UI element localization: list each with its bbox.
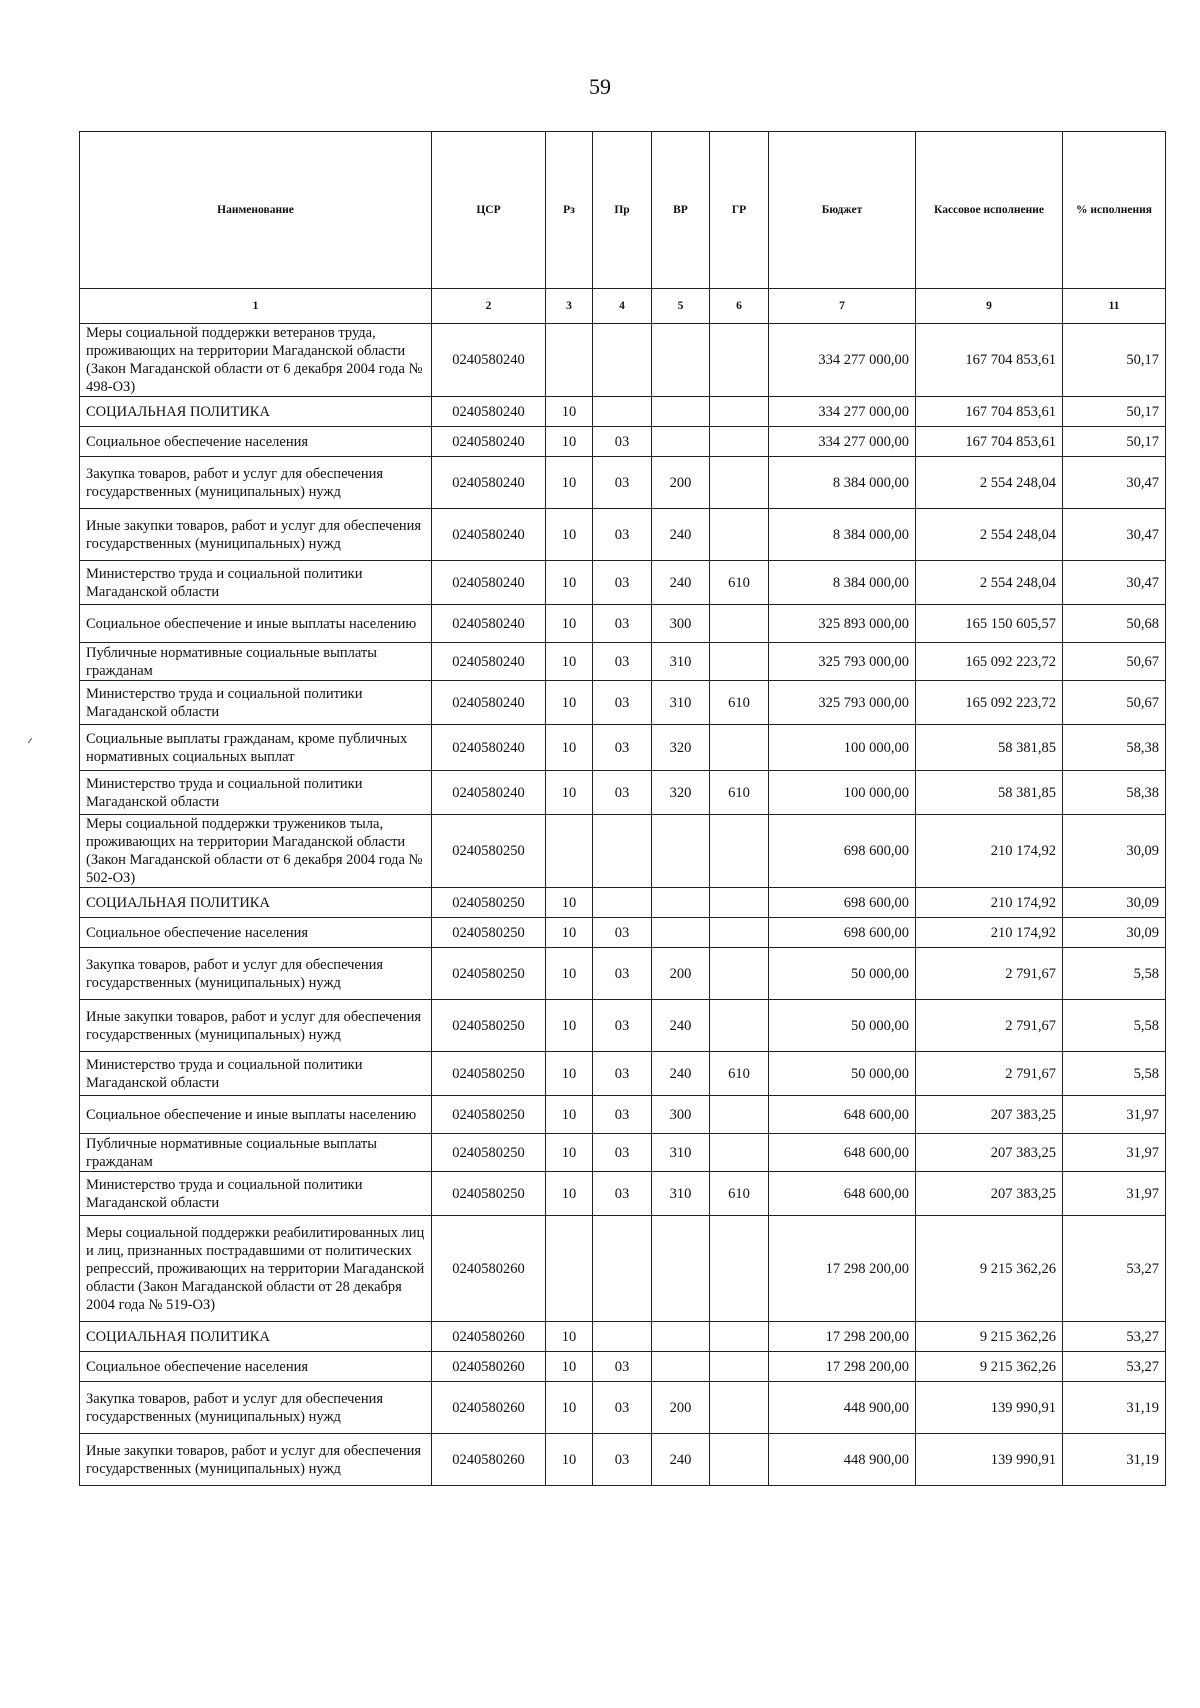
row-budget: 17 298 200,00 <box>769 1322 916 1352</box>
row-budget: 17 298 200,00 <box>769 1352 916 1382</box>
row-budget: 8 384 000,00 <box>769 457 916 509</box>
header-name: Наименование <box>80 132 432 289</box>
row-cash-execution: 167 704 853,61 <box>916 324 1063 397</box>
row-rz: 10 <box>546 1382 593 1434</box>
table-row <box>80 918 1166 948</box>
row-budget: 17 298 200,00 <box>769 1216 916 1322</box>
row-vr: 310 <box>652 1172 710 1216</box>
row-csr: 0240580250 <box>432 918 546 948</box>
row-budget: 325 893 000,00 <box>769 605 916 643</box>
row-csr: 0240580250 <box>432 1096 546 1134</box>
row-percent-execution: 50,68 <box>1063 605 1166 643</box>
row-csr: 0240580240 <box>432 427 546 457</box>
row-pr <box>593 1322 652 1352</box>
row-rz: 10 <box>546 605 593 643</box>
row-gr: 610 <box>710 681 769 725</box>
row-gr <box>710 815 769 888</box>
row-pr: 03 <box>593 561 652 605</box>
row-name: Публичные нормативные социальные выплаты гражданам <box>80 1134 432 1172</box>
row-percent-execution: 30,09 <box>1063 888 1166 918</box>
header-percent-execution: % исполнения <box>1063 132 1166 289</box>
row-csr: 0240580250 <box>432 1172 546 1216</box>
row-vr: 320 <box>652 771 710 815</box>
row-vr: 200 <box>652 948 710 1000</box>
row-csr: 0240580240 <box>432 643 546 681</box>
row-pr: 03 <box>593 948 652 1000</box>
row-gr <box>710 324 769 397</box>
row-rz: 10 <box>546 1000 593 1052</box>
row-percent-execution: 5,58 <box>1063 1000 1166 1052</box>
row-gr <box>710 1322 769 1352</box>
row-gr <box>710 1382 769 1434</box>
row-percent-execution: 58,38 <box>1063 771 1166 815</box>
row-budget: 648 600,00 <box>769 1096 916 1134</box>
row-name: Иные закупки товаров, работ и услуг для обеспечения государственных (муниципальных) нужд <box>80 1000 432 1052</box>
row-csr: 0240580250 <box>432 888 546 918</box>
row-percent-execution: 50,17 <box>1063 397 1166 427</box>
row-percent-execution: 30,09 <box>1063 815 1166 888</box>
row-csr: 0240580240 <box>432 725 546 771</box>
row-cash-execution: 58 381,85 <box>916 725 1063 771</box>
row-budget: 334 277 000,00 <box>769 324 916 397</box>
row-cash-execution: 207 383,25 <box>916 1172 1063 1216</box>
row-cash-execution: 210 174,92 <box>916 888 1063 918</box>
row-budget: 8 384 000,00 <box>769 561 916 605</box>
row-cash-execution: 210 174,92 <box>916 815 1063 888</box>
row-name: Меры социальной поддержки реабилитированных лиц и лиц, признанных пострадавшими от политических репрессий, проживающих на территории Магаданской области (Закон Магаданской области от 28 декабря 2004 года № 519-ОЗ) <box>80 1216 432 1322</box>
row-budget: 325 793 000,00 <box>769 681 916 725</box>
row-name: Министерство труда и социальной политики Магаданской области <box>80 681 432 725</box>
table-row <box>80 948 1166 1000</box>
table-row <box>80 1352 1166 1382</box>
row-gr: 610 <box>710 1052 769 1096</box>
column-number-row <box>80 289 1166 324</box>
table-row <box>80 1382 1166 1434</box>
row-pr: 03 <box>593 643 652 681</box>
row-rz: 10 <box>546 1134 593 1172</box>
row-name: Социальное обеспечение населения <box>80 918 432 948</box>
row-name: Министерство труда и социальной политики Магаданской области <box>80 561 432 605</box>
row-pr: 03 <box>593 1096 652 1134</box>
row-name: Меры социальной поддержки ветеранов труда, проживающих на территории Магаданской области (Закон Магаданской области от 6 декабря 2004 года № 498-ОЗ) <box>80 324 432 397</box>
table-row <box>80 1216 1166 1322</box>
row-budget: 448 900,00 <box>769 1434 916 1486</box>
row-pr: 03 <box>593 1352 652 1382</box>
row-budget: 448 900,00 <box>769 1382 916 1434</box>
row-gr <box>710 509 769 561</box>
row-vr <box>652 1352 710 1382</box>
header-gr: ГР <box>710 132 769 289</box>
row-budget: 50 000,00 <box>769 1052 916 1096</box>
column-number: 9 <box>916 289 1063 324</box>
row-rz: 10 <box>546 1434 593 1486</box>
row-cash-execution: 165 092 223,72 <box>916 681 1063 725</box>
row-name: Закупка товаров, работ и услуг для обеспечения государственных (муниципальных) нужд <box>80 948 432 1000</box>
row-rz: 10 <box>546 561 593 605</box>
row-pr <box>593 397 652 427</box>
row-csr: 0240580240 <box>432 509 546 561</box>
row-name: Социальное обеспечение и иные выплаты населению <box>80 605 432 643</box>
row-rz <box>546 815 593 888</box>
row-gr <box>710 1096 769 1134</box>
row-csr: 0240580250 <box>432 948 546 1000</box>
table-row <box>80 324 1166 397</box>
column-number: 7 <box>769 289 916 324</box>
row-percent-execution: 31,97 <box>1063 1096 1166 1134</box>
table-row <box>80 771 1166 815</box>
table-row <box>80 1434 1166 1486</box>
row-name: Министерство труда и социальной политики Магаданской области <box>80 1172 432 1216</box>
row-gr <box>710 1434 769 1486</box>
row-rz: 10 <box>546 948 593 1000</box>
row-percent-execution: 50,67 <box>1063 643 1166 681</box>
row-name: Закупка товаров, работ и услуг для обеспечения государственных (муниципальных) нужд <box>80 1382 432 1434</box>
row-budget: 698 600,00 <box>769 888 916 918</box>
row-gr <box>710 1134 769 1172</box>
row-cash-execution: 167 704 853,61 <box>916 397 1063 427</box>
row-csr: 0240580260 <box>432 1322 546 1352</box>
row-budget: 50 000,00 <box>769 948 916 1000</box>
column-number: 4 <box>593 289 652 324</box>
row-rz: 10 <box>546 681 593 725</box>
row-pr: 03 <box>593 1172 652 1216</box>
row-budget: 648 600,00 <box>769 1172 916 1216</box>
row-gr: 610 <box>710 561 769 605</box>
row-pr: 03 <box>593 1134 652 1172</box>
row-cash-execution: 9 215 362,26 <box>916 1322 1063 1352</box>
row-cash-execution: 139 990,91 <box>916 1434 1063 1486</box>
row-pr <box>593 1216 652 1322</box>
row-vr: 320 <box>652 725 710 771</box>
table-row <box>80 457 1166 509</box>
row-rz: 10 <box>546 1052 593 1096</box>
row-csr: 0240580250 <box>432 1052 546 1096</box>
row-rz: 10 <box>546 1172 593 1216</box>
row-rz: 10 <box>546 888 593 918</box>
row-rz: 10 <box>546 457 593 509</box>
row-vr: 240 <box>652 509 710 561</box>
row-vr: 300 <box>652 605 710 643</box>
row-name: Меры социальной поддержки тружеников тыла, проживающих на территории Магаданской области (Закон Магаданской области от 6 декабря 2004 года № 502-ОЗ) <box>80 815 432 888</box>
row-vr: 240 <box>652 561 710 605</box>
row-percent-execution: 31,19 <box>1063 1382 1166 1434</box>
table-row <box>80 725 1166 771</box>
row-name: Иные закупки товаров, работ и услуг для обеспечения государственных (муниципальных) нужд <box>80 1434 432 1486</box>
row-percent-execution: 31,97 <box>1063 1134 1166 1172</box>
row-name: Публичные нормативные социальные выплаты гражданам <box>80 643 432 681</box>
row-vr <box>652 918 710 948</box>
header-vr: ВР <box>652 132 710 289</box>
row-csr: 0240580250 <box>432 815 546 888</box>
row-rz: 10 <box>546 771 593 815</box>
row-vr: 310 <box>652 681 710 725</box>
row-cash-execution: 139 990,91 <box>916 1382 1063 1434</box>
table-row <box>80 643 1166 681</box>
row-budget: 8 384 000,00 <box>769 509 916 561</box>
row-csr: 0240580240 <box>432 681 546 725</box>
table-row <box>80 397 1166 427</box>
row-vr: 240 <box>652 1434 710 1486</box>
table-row <box>80 1096 1166 1134</box>
row-rz: 10 <box>546 643 593 681</box>
row-gr <box>710 948 769 1000</box>
row-budget: 648 600,00 <box>769 1134 916 1172</box>
row-vr: 240 <box>652 1000 710 1052</box>
row-budget: 100 000,00 <box>769 725 916 771</box>
row-cash-execution: 2 554 248,04 <box>916 561 1063 605</box>
row-cash-execution: 2 791,67 <box>916 948 1063 1000</box>
column-number: 3 <box>546 289 593 324</box>
row-name: Министерство труда и социальной политики Магаданской области <box>80 1052 432 1096</box>
table-row <box>80 427 1166 457</box>
row-percent-execution: 31,97 <box>1063 1172 1166 1216</box>
row-percent-execution: 5,58 <box>1063 1052 1166 1096</box>
table-row <box>80 1134 1166 1172</box>
row-percent-execution: 31,19 <box>1063 1434 1166 1486</box>
row-gr: 610 <box>710 771 769 815</box>
table-header <box>80 132 1166 324</box>
row-cash-execution: 2 791,67 <box>916 1052 1063 1096</box>
row-name: Социальное обеспечение населения <box>80 1352 432 1382</box>
table-row <box>80 1172 1166 1216</box>
row-budget: 698 600,00 <box>769 918 916 948</box>
row-name: СОЦИАЛЬНАЯ ПОЛИТИКА <box>80 888 432 918</box>
row-cash-execution: 2 554 248,04 <box>916 509 1063 561</box>
row-vr: 200 <box>652 457 710 509</box>
row-csr: 0240580260 <box>432 1434 546 1486</box>
row-cash-execution: 210 174,92 <box>916 918 1063 948</box>
row-vr: 200 <box>652 1382 710 1434</box>
row-rz <box>546 1216 593 1322</box>
row-cash-execution: 9 215 362,26 <box>916 1216 1063 1322</box>
budget-table <box>79 131 1166 1486</box>
row-pr: 03 <box>593 771 652 815</box>
table-row <box>80 509 1166 561</box>
row-budget: 325 793 000,00 <box>769 643 916 681</box>
row-percent-execution: 50,67 <box>1063 681 1166 725</box>
row-vr <box>652 888 710 918</box>
table-row <box>80 1052 1166 1096</box>
row-budget: 334 277 000,00 <box>769 427 916 457</box>
row-rz: 10 <box>546 725 593 771</box>
row-cash-execution: 58 381,85 <box>916 771 1063 815</box>
row-vr: 300 <box>652 1096 710 1134</box>
row-pr: 03 <box>593 1052 652 1096</box>
row-cash-execution: 207 383,25 <box>916 1096 1063 1134</box>
row-pr: 03 <box>593 918 652 948</box>
row-rz <box>546 324 593 397</box>
row-gr <box>710 397 769 427</box>
row-rz: 10 <box>546 1352 593 1382</box>
row-gr <box>710 1352 769 1382</box>
table-row <box>80 1000 1166 1052</box>
row-percent-execution: 30,09 <box>1063 918 1166 948</box>
row-name: Социальное обеспечение и иные выплаты населению <box>80 1096 432 1134</box>
table-row <box>80 815 1166 888</box>
row-budget: 698 600,00 <box>769 815 916 888</box>
header-csr: ЦСР <box>432 132 546 289</box>
row-name: Социальные выплаты гражданам, кроме публичных нормативных социальных выплат <box>80 725 432 771</box>
header-pr: Пр <box>593 132 652 289</box>
row-csr: 0240580260 <box>432 1382 546 1434</box>
row-percent-execution: 58,38 <box>1063 725 1166 771</box>
header-cash-execution: Кассовое исполнение <box>916 132 1063 289</box>
row-name: СОЦИАЛЬНАЯ ПОЛИТИКА <box>80 1322 432 1352</box>
row-pr: 03 <box>593 605 652 643</box>
table-row <box>80 605 1166 643</box>
row-budget: 100 000,00 <box>769 771 916 815</box>
row-gr <box>710 888 769 918</box>
row-gr <box>710 643 769 681</box>
row-csr: 0240580240 <box>432 771 546 815</box>
row-pr: 03 <box>593 1000 652 1052</box>
margin-mark <box>28 738 32 743</box>
row-rz: 10 <box>546 918 593 948</box>
row-rz: 10 <box>546 397 593 427</box>
row-vr: 310 <box>652 1134 710 1172</box>
row-vr: 310 <box>652 643 710 681</box>
row-rz: 10 <box>546 1322 593 1352</box>
row-budget: 50 000,00 <box>769 1000 916 1052</box>
row-csr: 0240580260 <box>432 1352 546 1382</box>
row-cash-execution: 2 554 248,04 <box>916 457 1063 509</box>
row-csr: 0240580240 <box>432 457 546 509</box>
row-percent-execution: 53,27 <box>1063 1322 1166 1352</box>
row-rz: 10 <box>546 1096 593 1134</box>
row-pr: 03 <box>593 725 652 771</box>
row-pr: 03 <box>593 1382 652 1434</box>
row-cash-execution: 2 791,67 <box>916 1000 1063 1052</box>
row-pr: 03 <box>593 427 652 457</box>
row-gr <box>710 1216 769 1322</box>
row-csr: 0240580240 <box>432 397 546 427</box>
column-number: 1 <box>80 289 432 324</box>
header-budget: Бюджет <box>769 132 916 289</box>
row-name: Закупка товаров, работ и услуг для обеспечения государственных (муниципальных) нужд <box>80 457 432 509</box>
header-rz: Рз <box>546 132 593 289</box>
row-budget: 334 277 000,00 <box>769 397 916 427</box>
header-row <box>80 132 1166 289</box>
row-percent-execution: 53,27 <box>1063 1352 1166 1382</box>
row-percent-execution: 50,17 <box>1063 427 1166 457</box>
table-body <box>80 324 1166 1486</box>
row-rz: 10 <box>546 427 593 457</box>
row-csr: 0240580240 <box>432 561 546 605</box>
row-pr <box>593 815 652 888</box>
row-vr <box>652 815 710 888</box>
table-row <box>80 888 1166 918</box>
row-cash-execution: 167 704 853,61 <box>916 427 1063 457</box>
row-name: СОЦИАЛЬНАЯ ПОЛИТИКА <box>80 397 432 427</box>
column-number: 11 <box>1063 289 1166 324</box>
row-csr: 0240580250 <box>432 1000 546 1052</box>
row-percent-execution: 30,47 <box>1063 509 1166 561</box>
row-pr: 03 <box>593 681 652 725</box>
row-name: Социальное обеспечение населения <box>80 427 432 457</box>
row-cash-execution: 9 215 362,26 <box>916 1352 1063 1382</box>
table-row <box>80 561 1166 605</box>
column-number: 6 <box>710 289 769 324</box>
row-cash-execution: 165 150 605,57 <box>916 605 1063 643</box>
row-vr <box>652 397 710 427</box>
row-vr: 240 <box>652 1052 710 1096</box>
row-percent-execution: 30,47 <box>1063 561 1166 605</box>
column-number: 5 <box>652 289 710 324</box>
row-cash-execution: 207 383,25 <box>916 1134 1063 1172</box>
row-pr <box>593 888 652 918</box>
row-gr <box>710 457 769 509</box>
row-percent-execution: 5,58 <box>1063 948 1166 1000</box>
row-percent-execution: 50,17 <box>1063 324 1166 397</box>
row-pr: 03 <box>593 1434 652 1486</box>
row-csr: 0240580240 <box>432 324 546 397</box>
row-percent-execution: 53,27 <box>1063 1216 1166 1322</box>
row-csr: 0240580240 <box>432 605 546 643</box>
row-vr <box>652 324 710 397</box>
row-vr <box>652 1216 710 1322</box>
row-cash-execution: 165 092 223,72 <box>916 643 1063 681</box>
table-row <box>80 1322 1166 1352</box>
row-gr <box>710 918 769 948</box>
row-vr <box>652 1322 710 1352</box>
row-rz: 10 <box>546 509 593 561</box>
row-pr: 03 <box>593 457 652 509</box>
row-percent-execution: 30,47 <box>1063 457 1166 509</box>
row-name: Иные закупки товаров, работ и услуг для обеспечения государственных (муниципальных) нужд <box>80 509 432 561</box>
page-number: 59 <box>589 74 611 99</box>
row-gr <box>710 1000 769 1052</box>
row-csr: 0240580260 <box>432 1216 546 1322</box>
row-csr: 0240580250 <box>432 1134 546 1172</box>
row-pr <box>593 324 652 397</box>
row-gr: 610 <box>710 1172 769 1216</box>
column-number: 2 <box>432 289 546 324</box>
table-row <box>80 681 1166 725</box>
row-gr <box>710 427 769 457</box>
row-gr <box>710 725 769 771</box>
row-gr <box>710 605 769 643</box>
row-name: Министерство труда и социальной политики Магаданской области <box>80 771 432 815</box>
row-vr <box>652 427 710 457</box>
row-pr: 03 <box>593 509 652 561</box>
